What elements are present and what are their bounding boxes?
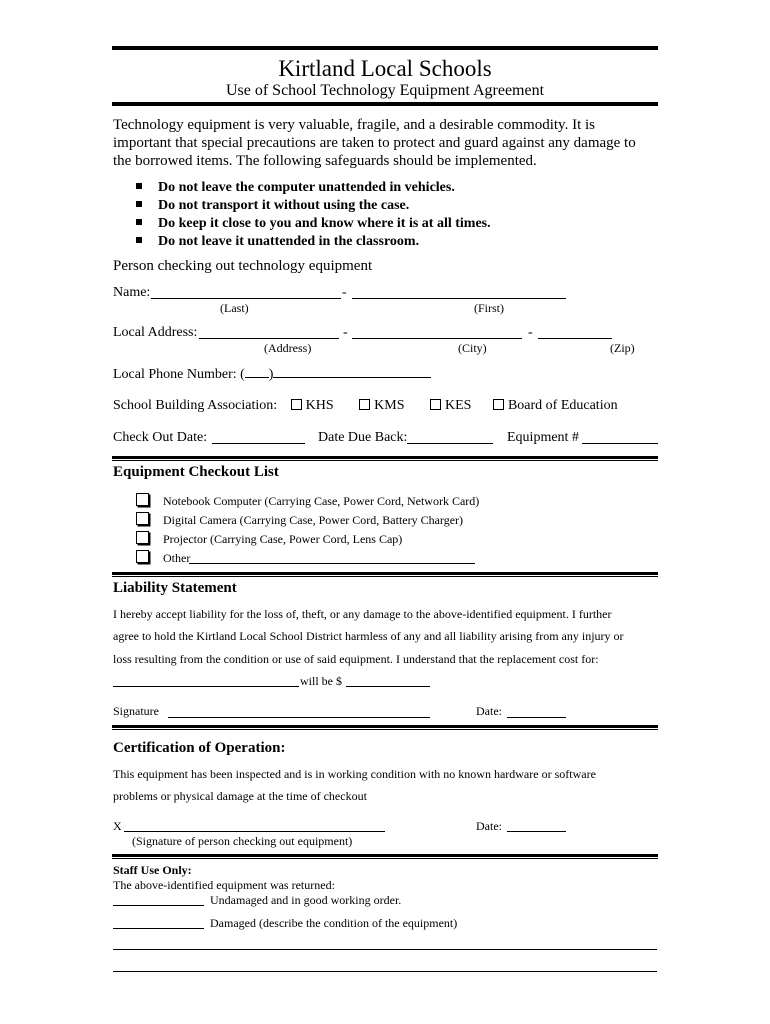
phone-label-text: Local Phone Number: ( xyxy=(113,367,245,382)
safeguard-item xyxy=(136,234,419,250)
signature-caption: (Signature of person checking out equipment) xyxy=(132,834,353,848)
undamaged-label: Undamaged and in good working order. xyxy=(210,893,402,907)
liability-line-1: I hereby accept liability for the loss of, theft, or any damage to the above-identified equipment. I further xyxy=(113,607,612,621)
checkout-item xyxy=(136,512,463,528)
checkout-rule xyxy=(112,456,658,461)
name-label: Name: xyxy=(113,285,151,300)
signature-field[interactable] xyxy=(168,717,430,718)
item-label: Notebook Computer (Carrying Case, Power Cord, Network Card) xyxy=(163,494,480,508)
checkout-item xyxy=(136,531,402,547)
equipment-number-field[interactable] xyxy=(582,443,658,444)
returned-label: The above-identified equipment was returned: xyxy=(113,878,335,892)
top-rule xyxy=(112,46,658,50)
phone-field[interactable] xyxy=(273,364,431,378)
safeguard-item xyxy=(136,216,491,232)
liability-heading: Liability Statement xyxy=(113,580,237,596)
city-caption: (City) xyxy=(458,341,487,355)
building-association xyxy=(113,398,618,414)
kms-label: KMS xyxy=(374,398,405,413)
other-checkbox[interactable] xyxy=(136,550,149,563)
kes-checkbox[interactable] xyxy=(430,399,441,410)
safeguard-text: Do not leave it unattended in the classroom. xyxy=(158,234,420,249)
due-date-label: Date Due Back: xyxy=(318,430,408,445)
safeguard-item xyxy=(136,180,455,196)
person-heading: Person checking out technology equipment xyxy=(113,258,373,274)
camera-checkbox[interactable] xyxy=(136,512,149,525)
page-subtitle: Use of School Technology Equipment Agreement xyxy=(225,82,545,99)
last-caption: (Last) xyxy=(220,301,249,315)
first-name-field[interactable] xyxy=(352,298,566,299)
liability-rule xyxy=(112,572,658,577)
equipment-number-label: Equipment # xyxy=(507,430,579,445)
khs-label: KHS xyxy=(305,398,334,413)
intro-line-1: Technology equipment is very valuable, fragile, and a desirable commodity. It is xyxy=(113,117,595,133)
board-checkbox[interactable] xyxy=(493,399,504,410)
certification-rule xyxy=(112,725,658,730)
kes-label: KES xyxy=(445,398,472,413)
item-label: Other xyxy=(163,551,191,565)
will-be-label: will be $ xyxy=(300,674,342,688)
checkout-date-field[interactable] xyxy=(212,443,305,444)
address-caption: (Address) xyxy=(264,341,312,355)
city-field[interactable] xyxy=(352,338,522,339)
intro-line-3: the borrowed items. The following safeguards should be implemented. xyxy=(113,153,537,169)
signature-label: Signature xyxy=(113,704,159,718)
phone-label xyxy=(113,364,431,383)
notebook-checkbox[interactable] xyxy=(136,493,149,506)
safeguard-item xyxy=(136,198,409,214)
undamaged-field[interactable] xyxy=(113,905,204,906)
zip-field[interactable] xyxy=(538,338,612,339)
board-label: Board of Education xyxy=(507,398,618,413)
damage-description-line-2[interactable] xyxy=(113,971,657,972)
certification-line-1: This equipment has been inspected and is in working condition with no known hardware or software xyxy=(113,767,596,781)
zip-caption: (Zip) xyxy=(610,341,635,355)
certification-heading: Certification of Operation: xyxy=(113,740,286,756)
area-code-field[interactable] xyxy=(245,364,269,378)
due-date-field[interactable] xyxy=(407,443,493,444)
bullet-icon xyxy=(136,201,142,207)
address-field[interactable] xyxy=(199,338,339,339)
khs-checkbox[interactable] xyxy=(291,399,302,410)
safeguard-text: Do not transport it without using the case. xyxy=(158,198,410,213)
liability-date-field[interactable] xyxy=(507,717,566,718)
damaged-field[interactable] xyxy=(113,928,204,929)
phone-paren: ) xyxy=(268,367,274,382)
checkout-date-label: Check Out Date: xyxy=(113,430,208,445)
liability-line-2: agree to hold the Kirtland Local School District harmless of any and all liability arising from any injury or xyxy=(113,629,624,643)
equipment-name-field[interactable] xyxy=(113,686,299,687)
bullet-icon xyxy=(136,219,142,225)
checkout-list-heading: Equipment Checkout List xyxy=(113,464,279,480)
damage-description-line-1[interactable] xyxy=(113,949,657,950)
item-label: Digital Camera (Carrying Case, Power Cord, Battery Charger) xyxy=(163,513,464,527)
city-dash: - xyxy=(528,325,533,340)
first-caption: (First) xyxy=(474,301,504,315)
certification-date-field[interactable] xyxy=(507,831,566,832)
replacement-cost-field[interactable] xyxy=(346,686,430,687)
bullet-icon xyxy=(136,237,142,243)
checkout-signature-field[interactable] xyxy=(124,831,385,832)
damaged-label: Damaged (describe the condition of the equipment) xyxy=(210,916,458,930)
last-name-field[interactable] xyxy=(151,298,341,299)
liability-line-3: loss resulting from the condition or use of said equipment. I understand that the replacement cost for: xyxy=(113,652,599,666)
safeguard-text: Do not leave the computer unattended in vehicles. xyxy=(158,180,455,195)
x-mark: X xyxy=(113,819,122,833)
certification-line-2: problems or physical damage at the time of checkout xyxy=(113,789,367,803)
building-label: School Building Association: xyxy=(113,398,278,413)
address-dash: - xyxy=(343,325,348,340)
name-dash: - xyxy=(342,285,347,300)
checkout-item xyxy=(136,550,190,566)
staff-heading: Staff Use Only: xyxy=(113,863,192,877)
checkout-item xyxy=(136,493,479,509)
other-field[interactable] xyxy=(189,563,475,564)
header-bottom-rule xyxy=(112,102,658,106)
certification-date-label: Date: xyxy=(476,819,502,833)
intro-line-2: important that special precautions are taken to protect and guard against any damage to xyxy=(113,135,636,151)
page-title: Kirtland Local Schools xyxy=(278,56,492,81)
item-label: Projector (Carrying Case, Power Cord, Lens Cap) xyxy=(163,532,403,546)
bullet-icon xyxy=(136,183,142,189)
safeguard-text: Do keep it close to you and know where it is at all times. xyxy=(158,216,491,231)
projector-checkbox[interactable] xyxy=(136,531,149,544)
kms-checkbox[interactable] xyxy=(359,399,370,410)
liability-date-label: Date: xyxy=(476,704,502,718)
staff-rule xyxy=(112,854,658,859)
address-label: Local Address: xyxy=(113,325,198,340)
